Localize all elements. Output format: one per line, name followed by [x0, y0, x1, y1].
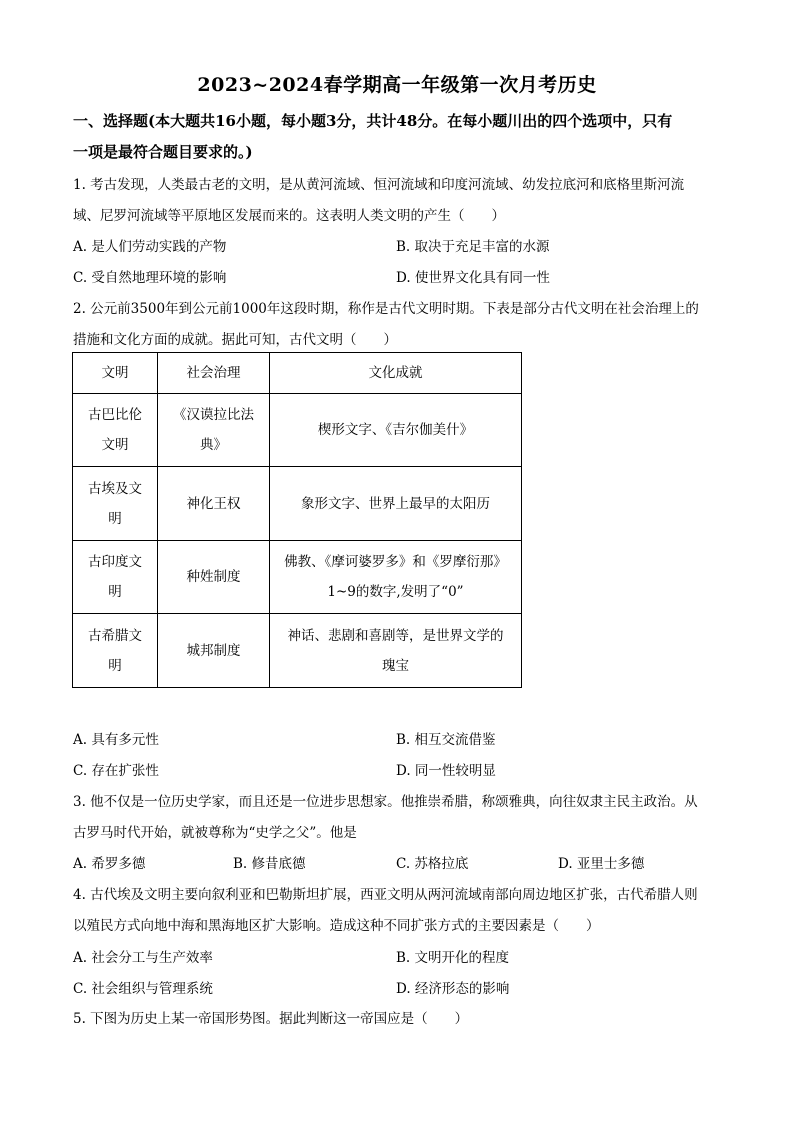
question-4-option-c: C. 社会组织与管理系统 — [73, 981, 213, 997]
question-1-stem-line-2: 域、尼罗河流域等平原地区发展而来的。这表明人类文明的产生（ ） — [73, 208, 505, 224]
table-header-civilization: 文明 — [73, 353, 158, 394]
table-cell-civilization: 古印度文 明 — [73, 541, 158, 614]
question-4-stem-line-2: 以殖民方式向地中海和黑海地区扩大影响。造成这种不同扩张方式的主要因素是（ ） — [73, 918, 600, 934]
question-2-option-a: A. 具有多元性 — [73, 732, 159, 748]
question-3-option-b: B. 修昔底德 — [233, 856, 306, 872]
question-2-stem-line-1: 2. 公元前3500年到公元前1000年这段时期，称作是古代文明时期。下表是部分古代文明在社会治理上的 — [73, 301, 699, 317]
table-cell-culture: 楔形文字、《吉尔伽美什》 — [270, 394, 522, 467]
section-heading — [73, 106, 733, 168]
table-cell-governance: 城邦制度 — [158, 614, 270, 688]
question-3-option-c: C. 苏格拉底 — [396, 856, 469, 872]
question-2-option-b: B. 相互交流借鉴 — [396, 732, 496, 748]
question-2-option-d: D. 同一性较明显 — [396, 763, 496, 779]
table-cell-culture: 象形文字、世界上最早的太阳历 — [270, 467, 522, 541]
question-4-option-d: D. 经济形态的影响 — [396, 981, 510, 997]
table-header-governance: 社会治理 — [158, 353, 270, 394]
table-cell-governance: 种姓制度 — [158, 541, 270, 614]
table-row — [73, 614, 522, 688]
table-row — [73, 467, 522, 541]
question-4-stem-line-1: 4. 古代埃及文明主要向叙利亚和巴勒斯坦扩展，西亚文明从两河流域南部向周边地区扩张，古代希腊人则 — [73, 887, 698, 903]
question-1-option-c: C. 受自然地理环境的影响 — [73, 270, 227, 286]
question-1-option-b: B. 取决于充足丰富的水源 — [396, 239, 550, 255]
table-cell-governance: 神化王权 — [158, 467, 270, 541]
question-1-stem-line-1: 1. 考古发现，人类最古老的文明，是从黄河流域、恒河流域和印度河流域、幼发拉底河和底格里斯河流 — [73, 177, 685, 193]
table-cell-civilization: 古希腊文 明 — [73, 614, 158, 688]
section-heading-line-1: 一、选择题(本大题共16小题，每小题3分，共计48分。在每小题川出的四个选项中，只有 — [73, 112, 673, 130]
question-1-option-a: A. 是人们劳动实践的产物 — [73, 239, 227, 255]
question-4-option-b: B. 文明开化的程度 — [396, 950, 510, 966]
table-header-row — [73, 353, 522, 394]
question-1-option-d: D. 使世界文化具有同一性 — [396, 270, 550, 286]
section-heading-line-2: 一项是最符合题目要求的。) — [73, 143, 253, 161]
table-cell-culture: 神话、悲剧和喜剧等，是世界文学的 瑰宝 — [270, 614, 522, 688]
question-3-option-d: D. 亚里士多德 — [558, 856, 645, 872]
question-3-stem-line-1: 3. 他不仅是一位历史学家，而且还是一位进步思想家。他推崇希腊，称颂雅典，向往奴隶主民主政治。从 — [73, 794, 698, 810]
question-3-option-a: A. 希罗多德 — [73, 856, 146, 872]
table-cell-civilization: 古埃及文 明 — [73, 467, 158, 541]
table-cell-culture: 佛教、《摩诃婆罗多》和《罗摩衍那》 1~9的数字,发明了“0” — [270, 541, 522, 614]
question-5-stem-line-1: 5. 下图为历史上某一帝国形势图。据此判断这一帝国应是（ ） — [73, 1011, 469, 1027]
table-cell-civilization: 古巴比伦 文明 — [73, 394, 158, 467]
table-cell-governance: 《汉谟拉比法 典》 — [158, 394, 270, 467]
civilization-table — [72, 352, 522, 688]
question-4-option-a: A. 社会分工与生产效率 — [73, 950, 213, 966]
table-row — [73, 394, 522, 467]
question-2-stem-line-2: 措施和文化方面的成就。据此可知，古代文明（ ） — [73, 332, 397, 348]
exam-title: 2023~2024春学期高一年级第一次月考历史 — [197, 74, 597, 96]
table-header-culture: 文化成就 — [270, 353, 522, 394]
table-row — [73, 541, 522, 614]
question-3-stem-line-2: 古罗马时代开始，就被尊称为“史学之父”。他是 — [73, 825, 357, 841]
question-2-option-c: C. 存在扩张性 — [73, 763, 159, 779]
